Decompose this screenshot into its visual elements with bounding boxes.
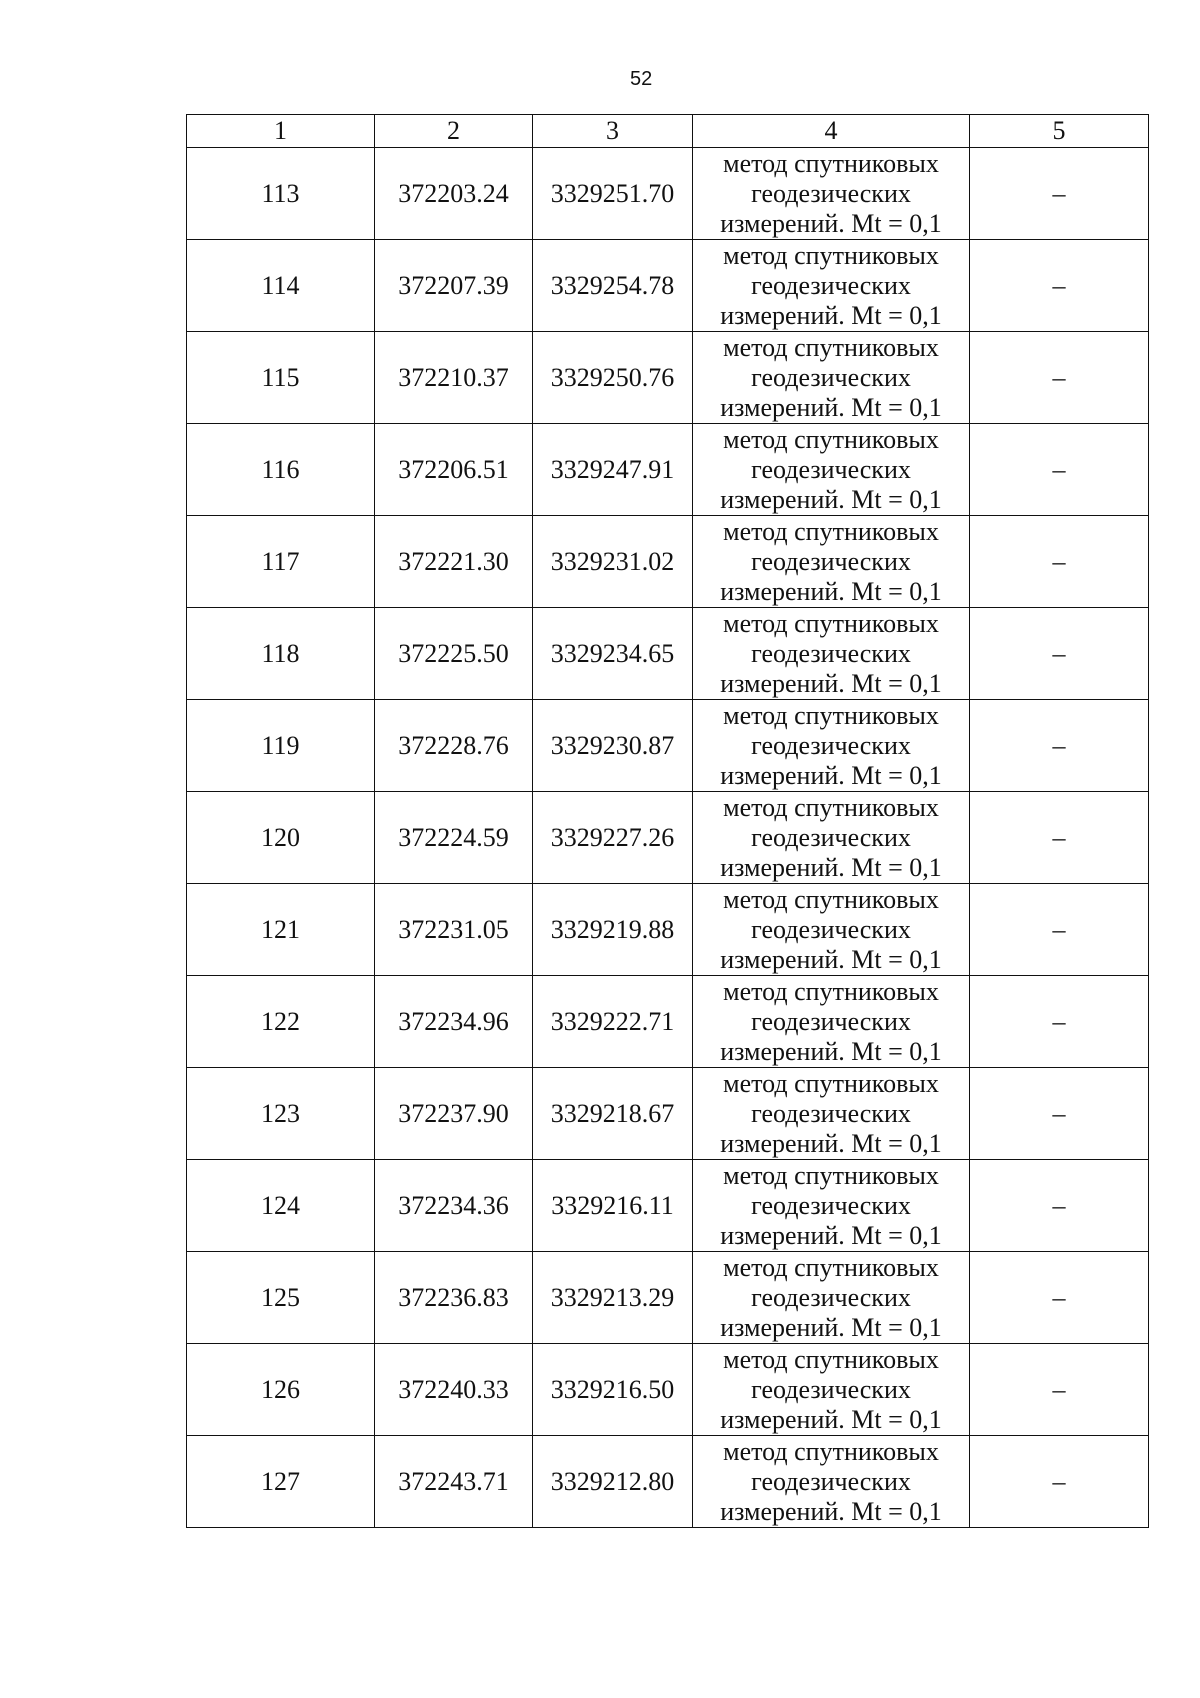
method-line: геодезических — [751, 178, 911, 208]
table-row — [187, 516, 1149, 608]
method-line: измерений. Mt = 0,1 — [720, 208, 942, 238]
method-line: метод спутниковых — [723, 332, 939, 362]
method-line: метод спутниковых — [723, 1436, 939, 1466]
point-number-cell: 124 — [187, 1160, 375, 1252]
method-line: метод спутниковых — [723, 700, 939, 730]
method-line: метод спутниковых — [723, 516, 939, 546]
column-header-3: 3 — [533, 115, 693, 148]
x-coordinate-cell: 372240.33 — [375, 1344, 533, 1436]
y-coordinate-cell: 3329216.50 — [533, 1344, 693, 1436]
note-cell: – — [970, 700, 1149, 792]
method-line: геодезических — [751, 1282, 911, 1312]
y-coordinate-cell: 3329218.67 — [533, 1068, 693, 1160]
y-coordinate-cell: 3329247.91 — [533, 424, 693, 516]
y-coordinate-cell: 3329219.88 — [533, 884, 693, 976]
table-row — [187, 792, 1149, 884]
method-line: измерений. Mt = 0,1 — [720, 668, 942, 698]
note-cell: – — [970, 1436, 1149, 1528]
y-coordinate-cell: 3329250.76 — [533, 332, 693, 424]
page-number: 52 — [630, 68, 653, 90]
method-cell — [693, 976, 970, 1068]
x-coordinate-cell: 372203.24 — [375, 148, 533, 240]
y-coordinate-cell: 3329254.78 — [533, 240, 693, 332]
table-row — [187, 332, 1149, 424]
method-cell — [693, 1160, 970, 1252]
y-coordinate-cell: 3329227.26 — [533, 792, 693, 884]
method-cell — [693, 148, 970, 240]
method-cell — [693, 424, 970, 516]
method-line: геодезических — [751, 638, 911, 668]
note-cell: – — [970, 976, 1149, 1068]
table-row — [187, 148, 1149, 240]
method-line: геодезических — [751, 362, 911, 392]
note-cell: – — [970, 1344, 1149, 1436]
column-header-4: 4 — [693, 115, 970, 148]
method-line: метод спутниковых — [723, 1160, 939, 1190]
y-coordinate-cell: 3329230.87 — [533, 700, 693, 792]
method-line: измерений. Mt = 0,1 — [720, 1404, 942, 1434]
x-coordinate-cell: 372224.59 — [375, 792, 533, 884]
point-number-cell: 120 — [187, 792, 375, 884]
table-row — [187, 1160, 1149, 1252]
table-row — [187, 1436, 1149, 1528]
method-line: геодезических — [751, 914, 911, 944]
method-cell — [693, 1252, 970, 1344]
point-number-cell: 121 — [187, 884, 375, 976]
method-line: геодезических — [751, 822, 911, 852]
table-row — [187, 884, 1149, 976]
x-coordinate-cell: 372228.76 — [375, 700, 533, 792]
method-line: метод спутниковых — [723, 240, 939, 270]
column-header-5: 5 — [970, 115, 1149, 148]
method-line: геодезических — [751, 1006, 911, 1036]
point-number-cell: 122 — [187, 976, 375, 1068]
method-line: геодезических — [751, 1098, 911, 1128]
method-line: метод спутниковых — [723, 148, 939, 178]
x-coordinate-cell: 372234.96 — [375, 976, 533, 1068]
point-number-cell: 127 — [187, 1436, 375, 1528]
x-coordinate-cell: 372237.90 — [375, 1068, 533, 1160]
table-row — [187, 1252, 1149, 1344]
method-line: измерений. Mt = 0,1 — [720, 1036, 942, 1066]
table-row — [187, 424, 1149, 516]
method-line: геодезических — [751, 730, 911, 760]
method-line: метод спутниковых — [723, 1344, 939, 1374]
y-coordinate-cell: 3329222.71 — [533, 976, 693, 1068]
table-header-row — [187, 115, 1149, 148]
method-cell — [693, 1344, 970, 1436]
method-line: метод спутниковых — [723, 976, 939, 1006]
method-line: геодезических — [751, 1374, 911, 1404]
point-number-cell: 117 — [187, 516, 375, 608]
method-cell — [693, 1068, 970, 1160]
method-line: метод спутниковых — [723, 884, 939, 914]
x-coordinate-cell: 372210.37 — [375, 332, 533, 424]
note-cell: – — [970, 1160, 1149, 1252]
method-line: метод спутниковых — [723, 1068, 939, 1098]
coordinates-table — [186, 114, 1149, 1528]
column-header-2: 2 — [375, 115, 533, 148]
method-line: метод спутниковых — [723, 608, 939, 638]
method-cell — [693, 516, 970, 608]
note-cell: – — [970, 516, 1149, 608]
table-row — [187, 1068, 1149, 1160]
note-cell: – — [970, 792, 1149, 884]
method-line: метод спутниковых — [723, 424, 939, 454]
table-row — [187, 240, 1149, 332]
method-line: геодезических — [751, 1466, 911, 1496]
y-coordinate-cell: 3329234.65 — [533, 608, 693, 700]
point-number-cell: 119 — [187, 700, 375, 792]
note-cell: – — [970, 240, 1149, 332]
method-line: измерений. Mt = 0,1 — [720, 852, 942, 882]
point-number-cell: 116 — [187, 424, 375, 516]
method-line: измерений. Mt = 0,1 — [720, 760, 942, 790]
point-number-cell: 113 — [187, 148, 375, 240]
point-number-cell: 115 — [187, 332, 375, 424]
point-number-cell: 125 — [187, 1252, 375, 1344]
note-cell: – — [970, 884, 1149, 976]
method-line: метод спутниковых — [723, 792, 939, 822]
note-cell: – — [970, 424, 1149, 516]
table-row — [187, 608, 1149, 700]
method-line: измерений. Mt = 0,1 — [720, 1312, 942, 1342]
x-coordinate-cell: 372231.05 — [375, 884, 533, 976]
y-coordinate-cell: 3329231.02 — [533, 516, 693, 608]
x-coordinate-cell: 372221.30 — [375, 516, 533, 608]
note-cell: – — [970, 332, 1149, 424]
method-line: геодезических — [751, 1190, 911, 1220]
note-cell: – — [970, 1252, 1149, 1344]
method-cell — [693, 700, 970, 792]
method-line: измерений. Mt = 0,1 — [720, 1128, 942, 1158]
method-line: геодезических — [751, 546, 911, 576]
x-coordinate-cell: 372225.50 — [375, 608, 533, 700]
table-row — [187, 1344, 1149, 1436]
note-cell: – — [970, 1068, 1149, 1160]
method-line: метод спутниковых — [723, 1252, 939, 1282]
method-line: измерений. Mt = 0,1 — [720, 944, 942, 974]
note-cell: – — [970, 148, 1149, 240]
method-line: геодезических — [751, 270, 911, 300]
x-coordinate-cell: 372206.51 — [375, 424, 533, 516]
method-cell — [693, 1436, 970, 1528]
method-line: измерений. Mt = 0,1 — [720, 1220, 942, 1250]
method-line: измерений. Mt = 0,1 — [720, 300, 942, 330]
table-body — [187, 148, 1149, 1528]
y-coordinate-cell: 3329216.11 — [533, 1160, 693, 1252]
method-cell — [693, 608, 970, 700]
method-cell — [693, 240, 970, 332]
column-header-1: 1 — [187, 115, 375, 148]
method-line: геодезических — [751, 454, 911, 484]
note-cell: – — [970, 608, 1149, 700]
method-line: измерений. Mt = 0,1 — [720, 484, 942, 514]
x-coordinate-cell: 372243.71 — [375, 1436, 533, 1528]
method-cell — [693, 332, 970, 424]
point-number-cell: 123 — [187, 1068, 375, 1160]
method-cell — [693, 792, 970, 884]
method-line: измерений. Mt = 0,1 — [720, 576, 942, 606]
point-number-cell: 114 — [187, 240, 375, 332]
table-row — [187, 976, 1149, 1068]
method-cell — [693, 884, 970, 976]
point-number-cell: 126 — [187, 1344, 375, 1436]
x-coordinate-cell: 372234.36 — [375, 1160, 533, 1252]
point-number-cell: 118 — [187, 608, 375, 700]
method-line: измерений. Mt = 0,1 — [720, 1496, 942, 1526]
y-coordinate-cell: 3329212.80 — [533, 1436, 693, 1528]
x-coordinate-cell: 372236.83 — [375, 1252, 533, 1344]
method-line: измерений. Mt = 0,1 — [720, 392, 942, 422]
y-coordinate-cell: 3329213.29 — [533, 1252, 693, 1344]
x-coordinate-cell: 372207.39 — [375, 240, 533, 332]
table-row — [187, 700, 1149, 792]
y-coordinate-cell: 3329251.70 — [533, 148, 693, 240]
